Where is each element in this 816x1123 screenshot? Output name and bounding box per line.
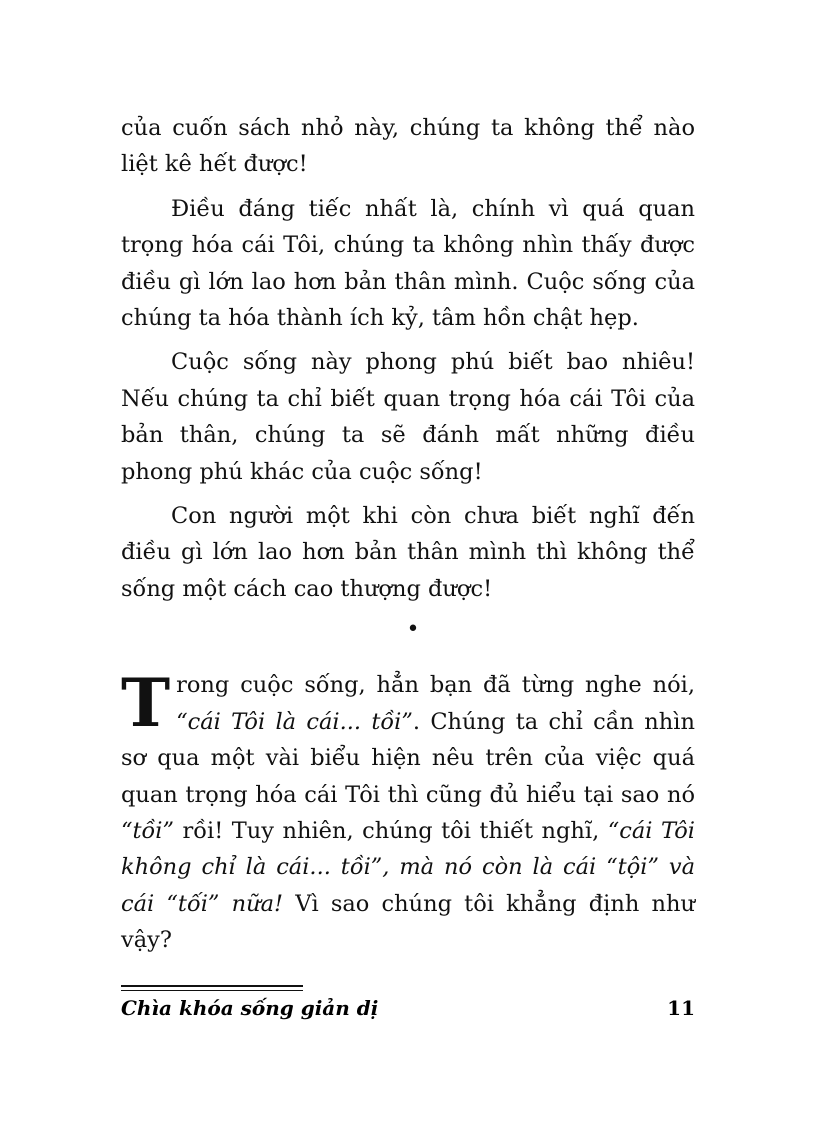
- text-run: . Chúng ta chỉ cần nhìn sơ qua một vài biểu hiện nêu trên của việc quá quan trọng hóa cái Tôi thì cũng đủ hiểu tại sao nó: [121, 708, 695, 808]
- page-body: [121, 110, 695, 959]
- drop-cap: T: [121, 664, 171, 743]
- book-title: Chìa khóa sống giản dị: [121, 996, 379, 1020]
- paragraph: Điều đáng tiếc nhất là, chính vì quá quan trọng hóa cái Tôi, chúng ta không nhìn thấy được điều gì lớn lao hơn bản thân mình. Cuộc sống của chúng ta hóa thành ích kỷ, tâm hồn chật hẹp.: [121, 195, 695, 332]
- page-number: 11: [667, 996, 695, 1020]
- section-paragraph: [121, 664, 696, 958]
- footer-row: [121, 995, 695, 1021]
- paragraph: của cuốn sách nhỏ này, chúng ta không thể nào liệt kê hết được!: [121, 115, 695, 178]
- quote: “tồi”: [121, 817, 175, 844]
- text-run: rồi! Tuy nhiên, chúng tôi thiết nghĩ,: [174, 817, 608, 844]
- text-run: Vì sao chúng tôi khẳng định như vậy?: [121, 890, 696, 954]
- footer-rule: [121, 990, 303, 991]
- quote: “cái Tôi là cái... tồi”: [176, 708, 413, 735]
- footer-rule: [121, 985, 303, 987]
- section-separator: •: [406, 617, 420, 643]
- text-run: rong cuộc sống, hẳn bạn đã từng nghe nói,: [176, 672, 695, 699]
- quote: “cái Tôi không chỉ là cái... tồi”, mà nó còn là cái “tội” và cái “tối” nữa!: [121, 817, 695, 917]
- page-footer: [121, 985, 695, 1021]
- paragraph: Cuộc sống này phong phú biết bao nhiêu! Nếu chúng ta chỉ biết quan trọng hóa cái Tôi của bản thân, chúng ta sẽ đánh mất những điều phong phú khác của cuộc sống!: [121, 349, 695, 485]
- paragraph: Con người một khi còn chưa biết nghĩ đến điều gì lớn lao hơn bản thân mình thì không thể sống một cách cao thượng được!: [121, 503, 695, 602]
